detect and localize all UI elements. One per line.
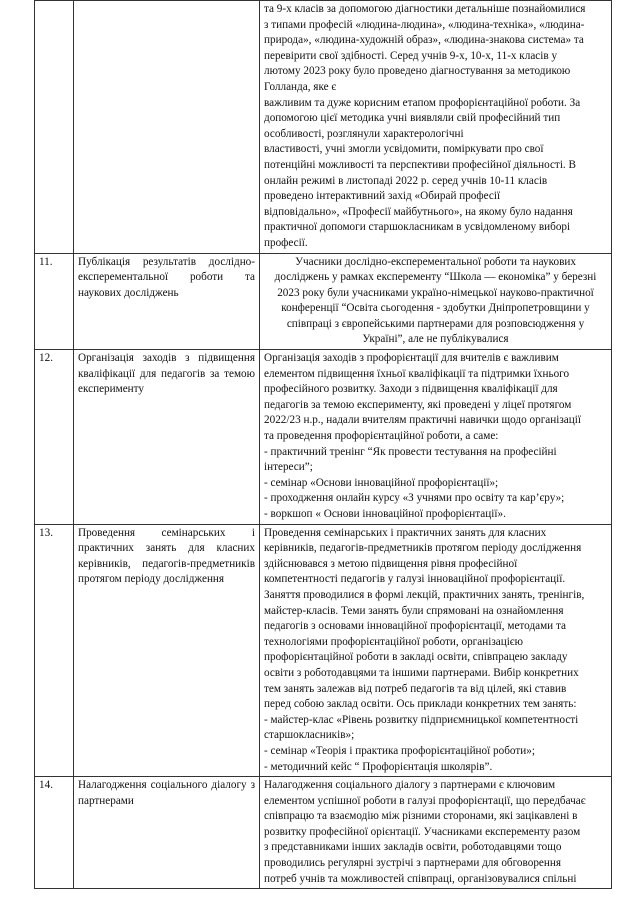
- row-number: 12.: [35, 350, 74, 525]
- document-page: [34, 0, 612, 889]
- row-description: Учасники дослідно-експерементальної роботи та наукових досліджень у рамках експеременту “Школа — економіка” у березні 2023 року були учасниками україно-німецької науково-практичної конференції “Освіта сьогодення - здобутки Дніпропетровщини у співпраці з європейськими партнерами для розповсюдження у Україні”, але не публікувалися: [260, 253, 612, 350]
- table-row: [35, 1, 612, 254]
- row-number: [35, 1, 74, 254]
- row-name: Налагодження соціального діалогу з партнерами: [74, 777, 260, 889]
- row-name: Публікація результатів дослідно-експерементальної роботи та наукових досліджень: [74, 253, 260, 350]
- table-row: [35, 524, 612, 777]
- row-number: 13.: [35, 524, 74, 777]
- row-number: 14.: [35, 777, 74, 889]
- row-name: [74, 1, 260, 254]
- row-description: Налагодження соціального діалогу з партнерами є ключовим елементом успішної роботи в галузі профорієнтації, що передбачає співпрацю та взаємодію між різними сторонами, які зацікавлені в розвитку професійної орієнтації. Учасниками експеременту разом з представниками інших закладів освіти, роботодавцями тощо проводились регулярні зустрічі з партнерами для обговорення потреб учнів та можливостей співпраці, організовувалися спільні: [260, 777, 612, 889]
- row-description: Організація заходів з профорієнтації для вчителів є важливим елементом підвищення їхньої кваліфікації та підтримки їхнього професійного розвитку. Заходи з підвищення кваліфікації для педагогів за темою експерименту, які проведені у ліцеї протягом 2022/23 н.р., надали вчителям практичні навички щодо організації та проведення профорієнтаційної роботи, а саме: - практичний тренінг “Як провести тестування на професійні інтереси”; - семінар «Основи інноваційної профорієнтації»; - проходження онлайн курсу «З учнями про освіту та кар’єру»; - воркшоп « Основи інноваційної профорієнтації».: [260, 350, 612, 525]
- row-description: та 9-х класів за допомогою діагностики детальніше познайомилися з типами професій «людина-людина», «людина-техніка», «людина- природа», «людина-художній образ», «людина-знакова система» та перевірити свої здібності. Серед учнів 9-х, 10-х, 11-х класів у лютому 2023 року було проведено діагностування за методикою Голланда, яке є важливим та дуже корисним етапом профорієнтаційної роботи. За допомогою цієї методика учні виявляли свій професійний тип особливості, розглянули характерологічні властивості, учні змогли усвідомити, поміркувати про свої потенційні можливості та перспективи професійної діяльності. В онлайн режимі в листопаді 2022 р. серед учнів 10-11 класів проведено інтерактивний захід «Обирай професії відповідально», «Професії майбутнього», на якому було надання практичної допомоги старшокласникам в усвідомленому виборі професії.: [260, 1, 612, 254]
- row-name: Проведення семінарських і практичних занять для класних керівників, педагогів-предметників протягом періоду дослідження: [74, 524, 260, 777]
- table-row: [35, 253, 612, 350]
- table-row: [35, 777, 612, 889]
- row-name: Організація заходів з підвищення кваліфікації для педагогів за темою експерименту: [74, 350, 260, 525]
- report-table: [34, 0, 612, 889]
- row-number: 11.: [35, 253, 74, 350]
- row-description: Проведення семінарських і практичних занять для класних керівників, педагогів-предметників протягом періоду дослідження здійснювався з метою підвищення рівня професійної компетентності педагогів у галузі інноваційної профорієнтації. Заняття проводилися в формі лекцій, практичних занять, тренінгів, майстер-класів. Теми занять були спрямовані на ознайомлення педагогів з основами інноваційної профорієнтації, методами та технологіями профорієнтаційної роботи, організацією профорієнтаційної роботи в закладі освіти, співпрацею закладу освіти з роботодавцями та іншими партнерами. Вибір конкретних тем занять залежав від потреб педагогів та від цілей, які ставив перед собою заклад освіти. Ось приклади конкретних тем занять: - майстер-клас «Рівень розвитку підприємницької компетентності старшокласників»; - семінар «Теорія і практика профорієнтаційної роботи»; - методичний кейс “ Профорієнтація школярів”.: [260, 524, 612, 777]
- table-row: [35, 350, 612, 525]
